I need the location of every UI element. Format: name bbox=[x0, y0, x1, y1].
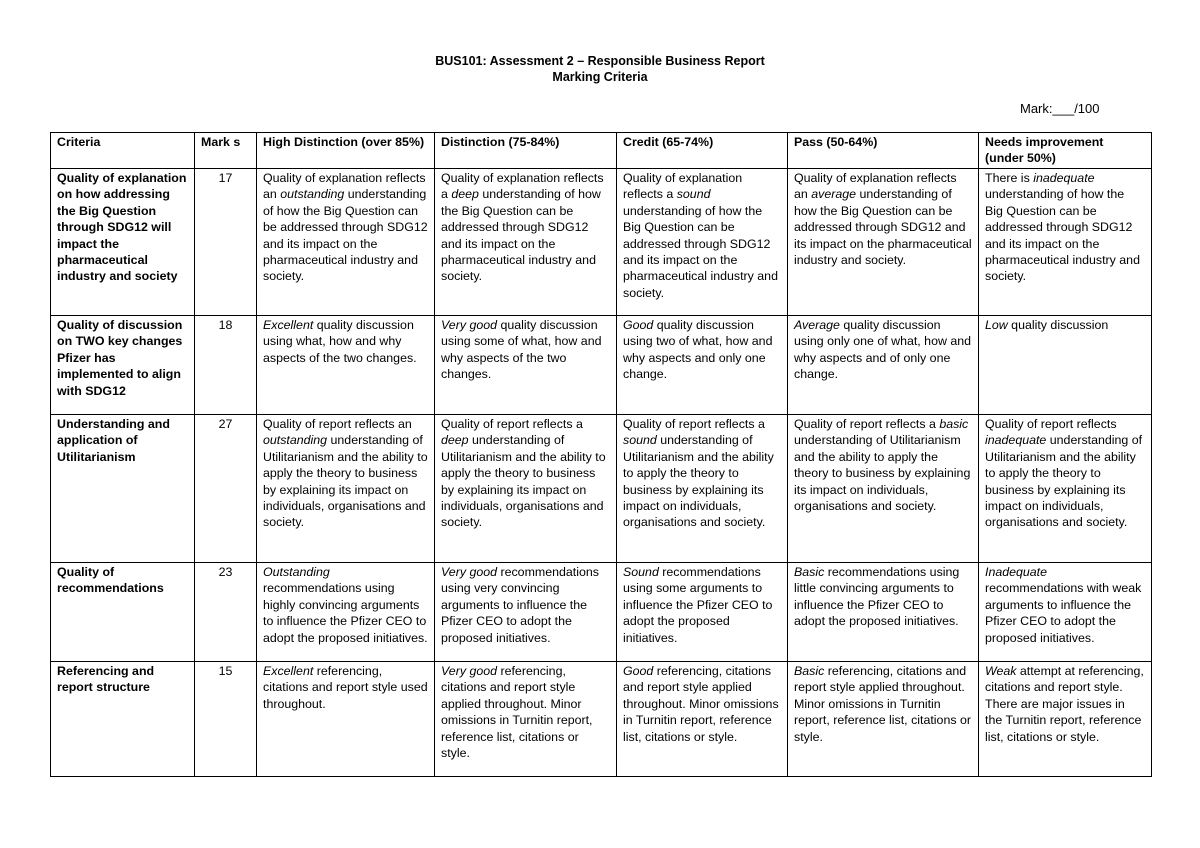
marks-cell: 18 bbox=[195, 316, 257, 415]
pass-cell: Basic recommendations using little convincing arguments to influence the Pfizer CEO to adopt the proposed initiatives. bbox=[788, 563, 979, 662]
credit-cell: Good quality discussion using two of what, how and why aspects and only one change. bbox=[617, 316, 788, 415]
needs-improvement-cell: Low quality discussion bbox=[979, 316, 1152, 415]
criteria-cell: Quality of recommendations bbox=[51, 563, 195, 662]
distinction-cell: Quality of report reflects a deep understanding of Utilitarianism and the ability to apply the theory to business by explaining its impact on individuals, organisations and society. bbox=[435, 415, 617, 563]
document-title: BUS101: Assessment 2 – Responsible Business Report bbox=[435, 54, 765, 68]
pass-cell: Basic referencing, citations and report style applied throughout. Minor omissions in Turnitin report, reference list, citations or style. bbox=[788, 662, 979, 777]
credit-cell: Good referencing, citations and report style applied throughout. Minor omissions in Turnitin report, reference list, citations or style. bbox=[617, 662, 788, 777]
column-header-needs-improvement: Needs improvement (under 50%) bbox=[979, 133, 1152, 169]
column-header-distinction: Distinction (75-84%) bbox=[435, 133, 617, 169]
distinction-cell: Very good recommendations using very convincing arguments to influence the Pfizer CEO to adopt the proposed initiatives. bbox=[435, 563, 617, 662]
table-row bbox=[51, 169, 1152, 316]
table-header-row bbox=[51, 133, 1152, 169]
credit-cell: Quality of report reflects a sound understanding of Utilitarianism and the ability to apply the theory to business by explaining its impact on individuals, organisations and society. bbox=[617, 415, 788, 563]
distinction-cell: Quality of explanation reflects a deep understanding of how the Big Question can be addressed through SDG12 and its impact on the pharmaceutical industry and society. bbox=[435, 169, 617, 316]
high-distinction-cell: Quality of explanation reflects an outstanding understanding of how the Big Question can be addressed through SDG12 and its impact on the pharmaceutical industry and society. bbox=[257, 169, 435, 316]
column-header-high-distinction: High Distinction (over 85%) bbox=[257, 133, 435, 169]
pass-cell: Quality of explanation reflects an average understanding of how the Big Question can be addressed through SDG12 and its impact on the pharmaceutical industry and society. bbox=[788, 169, 979, 316]
column-header-marks: Mark s bbox=[195, 133, 257, 169]
high-distinction-cell: Excellent referencing, citations and report style used throughout. bbox=[257, 662, 435, 777]
needs-improvement-cell: Inadequate recommendations with weak arguments to influence the Pfizer CEO to adopt the proposed initiatives. bbox=[979, 563, 1152, 662]
criteria-cell: Referencing and report structure bbox=[51, 662, 195, 777]
column-header-credit: Credit (65-74%) bbox=[617, 133, 788, 169]
marking-criteria-table bbox=[50, 132, 1152, 777]
marks-cell: 17 bbox=[195, 169, 257, 316]
table-row bbox=[51, 415, 1152, 563]
needs-improvement-cell: Quality of report reflects inadequate understanding of Utilitarianism and the ability to apply the theory to business by explaining its impact on individuals, organisations and society. bbox=[979, 415, 1152, 563]
document-subtitle: Marking Criteria bbox=[552, 70, 648, 84]
column-header-criteria: Criteria bbox=[51, 133, 195, 169]
column-header-pass: Pass (50-64%) bbox=[788, 133, 979, 169]
table-row bbox=[51, 662, 1152, 777]
high-distinction-cell: Excellent quality discussion using what, how and why aspects of the two changes. bbox=[257, 316, 435, 415]
mark-field: Mark:___/100 bbox=[1020, 101, 1100, 116]
marks-cell: 23 bbox=[195, 563, 257, 662]
criteria-cell: Understanding and application of Utilitarianism bbox=[51, 415, 195, 563]
marks-cell: 15 bbox=[195, 662, 257, 777]
criteria-cell: Quality of discussion on TWO key changes Pfizer has implemented to align with SDG12 bbox=[51, 316, 195, 415]
criteria-cell: Quality of explanation on how addressing the Big Question through SDG12 will impact the pharmaceutical industry and society bbox=[51, 169, 195, 316]
table-row bbox=[51, 563, 1152, 662]
credit-cell: Quality of explanation reflects a sound understanding of how the Big Question can be addressed through SDG12 and its impact on the pharmaceutical industry and society. bbox=[617, 169, 788, 316]
pass-cell: Quality of report reflects a basic understanding of Utilitarianism and the ability to apply the theory to business by explaining its impact on individuals, organisations and society. bbox=[788, 415, 979, 563]
needs-improvement-cell: There is inadequate understanding of how the Big Question can be addressed through SDG12 and its impact on the pharmaceutical industry and society. bbox=[979, 169, 1152, 316]
high-distinction-cell: Outstanding recommendations using highly convincing arguments to influence the Pfizer CEO to adopt the proposed initiatives. bbox=[257, 563, 435, 662]
needs-improvement-cell: Weak attempt at referencing, citations and report style. There are major issues in the Turnitin report, reference list, citations or style. bbox=[979, 662, 1152, 777]
credit-cell: Sound recommendations using some arguments to influence the Pfizer CEO to adopt the proposed initiatives. bbox=[617, 563, 788, 662]
distinction-cell: Very good referencing, citations and report style applied throughout. Minor omissions in Turnitin report, reference list, citations or style. bbox=[435, 662, 617, 777]
distinction-cell: Very good quality discussion using some of what, how and why aspects of the two changes. bbox=[435, 316, 617, 415]
pass-cell: Average quality discussion using only one of what, how and why aspects and of only one change. bbox=[788, 316, 979, 415]
high-distinction-cell: Quality of report reflects an outstanding understanding of Utilitarianism and the ability to apply the theory to business by explaining its impact on individuals, organisations and society. bbox=[257, 415, 435, 563]
marks-cell: 27 bbox=[195, 415, 257, 563]
table-row bbox=[51, 316, 1152, 415]
